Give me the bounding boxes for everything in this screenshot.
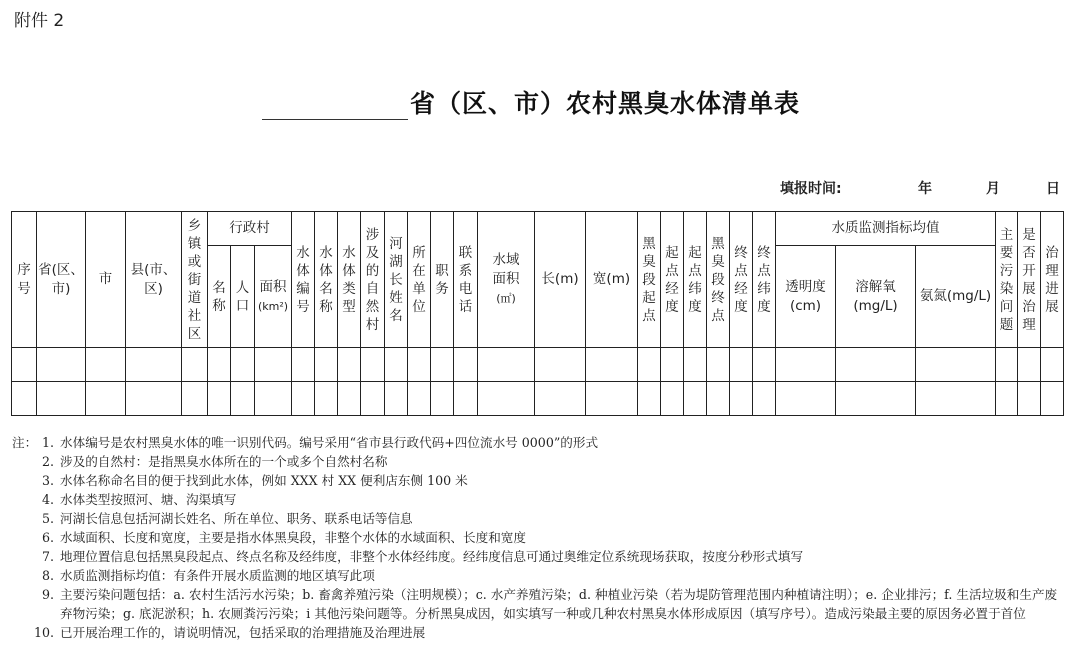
- table-cell[interactable]: [37, 382, 86, 416]
- table-cell[interactable]: [208, 382, 231, 416]
- notes-prefix: 注：: [12, 435, 38, 450]
- area-label: 面积: [259, 278, 287, 295]
- table-cell[interactable]: [707, 382, 730, 416]
- table-cell[interactable]: [12, 382, 37, 416]
- note-text: 水体名称命名目的便于找到此水体，例如 XXX 村 XX 便利店东侧 100 米: [60, 473, 468, 488]
- table-cell[interactable]: [916, 382, 996, 416]
- note-item: [12, 509, 1072, 528]
- note-number: 4.: [41, 492, 54, 507]
- table-cell[interactable]: [1018, 348, 1041, 382]
- col-transparency: [776, 246, 836, 348]
- table-cell[interactable]: [776, 382, 836, 416]
- col-seq: 序号: [12, 212, 37, 348]
- table-cell[interactable]: [315, 382, 338, 416]
- note-text: 地理位置信息包括黑臭段起点、终点名称及经纬度，非整个水体经纬度。经纬度信息可通过奥维定位系统现场获取，按度分秒形式填写: [60, 549, 804, 564]
- table-cell[interactable]: [753, 348, 776, 382]
- table-cell[interactable]: [730, 382, 753, 416]
- year-label: 年: [918, 181, 932, 197]
- table-cell[interactable]: [208, 348, 231, 382]
- note-text: 水体类型按照河、塘、沟渠填写: [60, 492, 237, 507]
- col-end-lat: 终点纬度: [753, 212, 776, 348]
- col-water-quality: 水质监测指标均值: [776, 212, 996, 246]
- title-text: 省（区、市）农村黑臭水体清单表: [410, 89, 801, 118]
- note-item: [12, 528, 1072, 547]
- transparency-label: 透明度: [785, 278, 826, 295]
- table-cell[interactable]: [661, 382, 684, 416]
- table-cell[interactable]: [431, 382, 454, 416]
- table-cell[interactable]: [1041, 348, 1064, 382]
- col-start-lon: 起点经度: [661, 212, 684, 348]
- col-province: 省(区、市): [37, 212, 86, 348]
- table-cell[interactable]: [255, 382, 292, 416]
- note-text: 河湖长信息包括河湖长姓名、所在单位、职务、联系电话等信息: [60, 511, 413, 526]
- col-water-name: 水体名称: [315, 212, 338, 348]
- col-natural-village: 涉及的自然村: [361, 212, 385, 348]
- col-black-start: 黑臭段起点: [638, 212, 661, 348]
- table-row: [12, 382, 1064, 416]
- col-unit: 所在单位: [408, 212, 431, 348]
- table-cell[interactable]: [12, 348, 37, 382]
- col-city: 市: [86, 212, 126, 348]
- attachment-label: 附件 2: [14, 11, 65, 31]
- transparency-unit: (cm): [789, 297, 822, 314]
- table-cell[interactable]: [836, 348, 916, 382]
- col-end-lon: 终点经度: [730, 212, 753, 348]
- col-admin-village-name: 名称: [208, 246, 231, 348]
- note-text: 水体编号是农村黑臭水体的唯一识别代码。编号采用“省市县行政代码+四位流水号 0000”的形式: [60, 435, 599, 450]
- note-item: [12, 433, 1072, 452]
- day-label: 日: [1046, 181, 1060, 197]
- col-ammonia: 氨氮(mg/L): [916, 246, 996, 348]
- table-cell[interactable]: [996, 348, 1018, 382]
- col-black-end: 黑臭段终点: [707, 212, 730, 348]
- note-number: 1.: [41, 435, 54, 450]
- note-number: 9.: [41, 587, 54, 602]
- note-number: 7.: [41, 549, 54, 564]
- note-text: 主要污染问题包括：a. 农村生活污水污染；b. 畜禽养殖污染（注明规模）；c. 水产养殖污染；d. 种植业污染（若为堤防管理范围内种植请注明）；e. 企业排污；f. 生活垃圾和生产废弃物污染；g. 底泥淤积；h. 农厕粪污污染；i 其他污染问题等。分析黑臭成因，如实填写一种或几种农村黑臭水体形成原因（填写序号）。造成污染最主要的原因务必置于首位: [60, 587, 1058, 621]
- table-cell[interactable]: [661, 348, 684, 382]
- table-cell[interactable]: [361, 348, 385, 382]
- table-cell[interactable]: [86, 382, 126, 416]
- col-admin-village: 行政村: [208, 212, 292, 246]
- table-cell[interactable]: [707, 348, 730, 382]
- area-unit: (km²): [257, 299, 289, 313]
- note-text: 涉及的自然村：是指黑臭水体所在的一个或多个自然村名称: [60, 454, 388, 469]
- table-cell[interactable]: [776, 348, 836, 382]
- note-number: 10.: [34, 625, 55, 640]
- note-item: [12, 566, 1072, 585]
- table-cell[interactable]: [996, 382, 1018, 416]
- table-cell[interactable]: [431, 348, 454, 382]
- table-cell[interactable]: [255, 348, 292, 382]
- water-area-unit: (㎡): [496, 292, 516, 305]
- table-cell[interactable]: [361, 382, 385, 416]
- table-cell[interactable]: [408, 382, 431, 416]
- note-text: 已开展治理工作的，请说明情况，包括采取的治理措施及治理进展: [60, 625, 426, 640]
- water-area-label: 水域面积: [492, 252, 520, 287]
- table-cell[interactable]: [315, 348, 338, 382]
- dissolved-oxygen-label: 溶解氧: [855, 278, 896, 295]
- note-item: [12, 452, 1072, 471]
- table-cell[interactable]: [338, 348, 361, 382]
- table-cell[interactable]: [638, 382, 661, 416]
- table-cell[interactable]: [126, 348, 182, 382]
- note-item: [12, 585, 1072, 623]
- col-county: 县(市、区): [126, 212, 182, 348]
- col-township: 乡镇或街道社区: [182, 212, 208, 348]
- note-item: [12, 471, 1072, 490]
- col-width: 宽(m): [586, 212, 638, 348]
- col-treatment-started: 是否开展治理: [1018, 212, 1041, 348]
- col-position: 职务: [431, 212, 454, 348]
- table-cell[interactable]: [586, 382, 638, 416]
- table-cell[interactable]: [1018, 382, 1041, 416]
- table-cell[interactable]: [408, 348, 431, 382]
- col-water-id: 水体编号: [292, 212, 315, 348]
- note-item: [12, 547, 1072, 566]
- table-cell[interactable]: [916, 348, 996, 382]
- table-cell[interactable]: [684, 348, 707, 382]
- col-start-lat: 起点纬度: [684, 212, 707, 348]
- dissolved-oxygen-unit: (mg/L): [853, 297, 898, 314]
- table-cell[interactable]: [753, 382, 776, 416]
- table-cell[interactable]: [86, 348, 126, 382]
- table-cell[interactable]: [182, 382, 208, 416]
- table-cell[interactable]: [338, 382, 361, 416]
- table-cell[interactable]: [292, 348, 315, 382]
- table-cell[interactable]: [1041, 382, 1064, 416]
- province-blank-field[interactable]: [262, 89, 408, 120]
- note-number: 3.: [41, 473, 54, 488]
- table-cell[interactable]: [586, 348, 638, 382]
- note-text: 水质监测指标均值：有条件开展水质监测的地区填写此项: [60, 568, 375, 583]
- table-cell[interactable]: [730, 348, 753, 382]
- col-admin-village-area: [255, 246, 292, 348]
- col-admin-village-population: 人口: [231, 246, 255, 348]
- table-cell[interactable]: [684, 382, 707, 416]
- note-text: 水域面积、长度和宽度，主要是指水体黑臭段，非整个水体的水域面积、长度和宽度: [60, 530, 526, 545]
- col-phone: 联系电话: [454, 212, 478, 348]
- table-cell[interactable]: [535, 348, 586, 382]
- table-cell[interactable]: [37, 348, 86, 382]
- table-cell[interactable]: [535, 382, 586, 416]
- note-number: 6.: [41, 530, 54, 545]
- note-item: [12, 623, 1072, 642]
- table-cell[interactable]: [126, 382, 182, 416]
- table-cell[interactable]: [231, 348, 255, 382]
- col-river-chief-name: 河湖长姓名: [385, 212, 408, 348]
- col-main-pollution: 主要污染问题: [996, 212, 1018, 348]
- table-cell[interactable]: [638, 348, 661, 382]
- table-cell[interactable]: [836, 382, 916, 416]
- notes-section: [12, 433, 1072, 642]
- table-cell[interactable]: [385, 348, 408, 382]
- col-length: 长(m): [535, 212, 586, 348]
- table-cell[interactable]: [231, 382, 255, 416]
- fill-time-label: 填报时间:: [780, 181, 842, 197]
- page-title: [262, 84, 800, 120]
- col-treatment-progress: 治理进展: [1041, 212, 1064, 348]
- note-number: 2.: [41, 454, 54, 469]
- col-water-type: 水体类型: [338, 212, 361, 348]
- table-cell[interactable]: [478, 382, 535, 416]
- table-cell[interactable]: [385, 382, 408, 416]
- note-item: [12, 490, 1072, 509]
- col-dissolved-oxygen: [836, 246, 916, 348]
- table-cell[interactable]: [454, 348, 478, 382]
- month-label: 月: [986, 181, 1000, 197]
- col-water-area: [478, 212, 535, 348]
- note-number: 5.: [41, 511, 54, 526]
- table-cell[interactable]: [478, 348, 535, 382]
- table-cell[interactable]: [454, 382, 478, 416]
- water-body-table: [11, 211, 1064, 416]
- note-number: 8.: [41, 568, 54, 583]
- table-row: [12, 348, 1064, 382]
- table-cell[interactable]: [292, 382, 315, 416]
- table-cell[interactable]: [182, 348, 208, 382]
